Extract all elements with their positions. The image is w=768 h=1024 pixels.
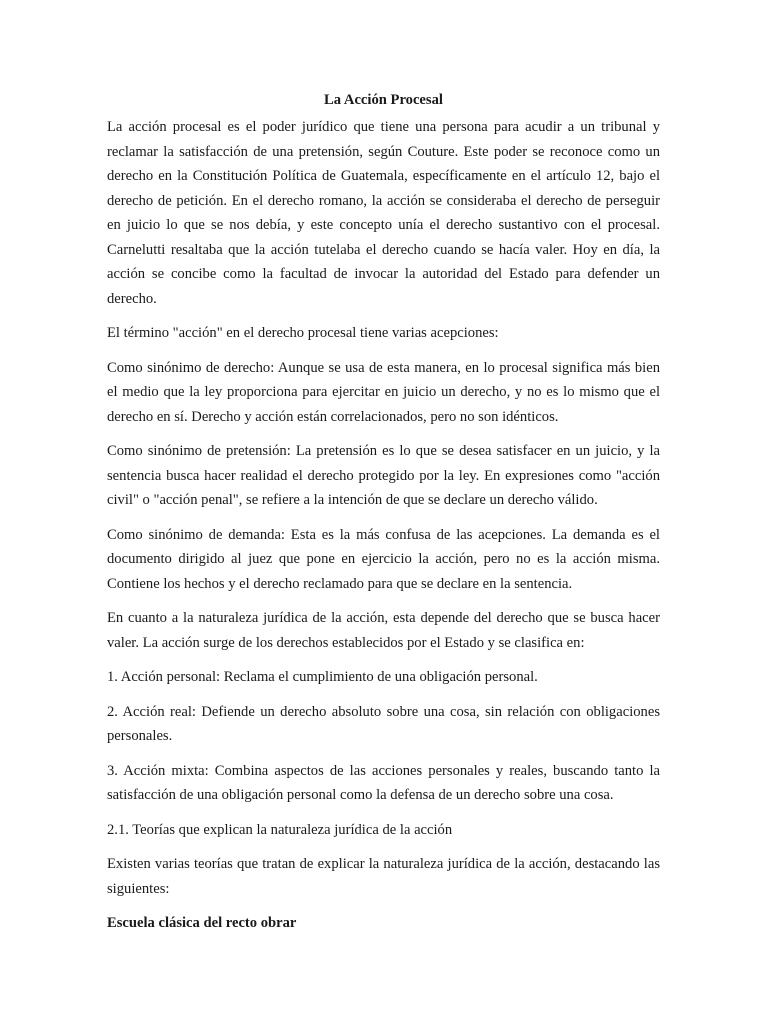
paragraph-synonym-derecho: Como sinónimo de derecho: Aunque se usa de esta manera, en lo procesal significa más bien el medio que la ley proporciona para ejercitar en juicio un derecho, y no es lo mismo que el derecho en sí. Derecho y acción están correlacionados, pero no son idénticos. [107,359,660,425]
paragraph-naturaleza: En cuanto a la naturaleza jurídica de la acción, esta depende del derecho que se busca hacer valer. La acción surge de los derechos establecidos por el Estado y se clasifica en: [107,610,660,651]
section-heading: Escuela clásica del recto obrar [107,915,297,931]
paragraph-synonym-pretension: Como sinónimo de pretensión: La pretensión es lo que se desea satisfacer en un juicio, y la sentencia busca hacer realidad el derecho protegido por la ley. En expresiones como "acción civil" o "acción penal", se refiere a la intención de que se declare un derecho válido. [107,443,660,508]
list-item-accion-real: 2. Acción real: Defiende un derecho absoluto sobre una cosa, sin relación con obligaciones personales. [107,703,660,744]
list-item-accion-personal: 1. Acción personal: Reclama el cumplimiento de una obligación personal. [107,669,538,685]
subsection-title-teorias: 2.1. Teorías que explican la naturaleza jurídica de la acción [107,821,453,838]
list-item-accion-mixta: 3. Acción mixta: Combina aspectos de las acciones personales y reales, buscando tanto la satisfacción de una obligación personal como la defensa de un derecho sobre una cosa. [107,762,660,803]
document-title: La Acción Procesal [324,92,443,108]
paragraph-term-intro: El término "acción" en el derecho procesal tiene varias acepciones: [107,325,499,341]
paragraph-definition: La acción procesal es el poder jurídico que tiene una persona para acudir a un tribunal y reclamar la satisfacción de una pretensión, según Couture. Este poder se reconoce como un derecho en la Constitución Política de Guatemala, específicamente en el artículo 12, bajo el derecho de petición. En el derecho romano, la acción se consideraba el derecho de perseguir en juicio lo que se nos debía, y este concepto unía el derecho sustantivo con el procesal. Carnelutti resaltaba que la acción tutelaba el derecho cuando se hacía valer. Hoy en día, la acción se concibe como la facultad de invocar la autoridad del Estado para defender un derecho. [107,119,660,307]
paragraph-synonym-demanda: Como sinónimo de demanda: Esta es la más confusa de las acepciones. La demanda es el documento dirigido al juez que pone en ejercicio la acción, pero no es la acción misma. Contiene los hechos y el derecho reclamado para que se declare en la sentencia. [107,526,660,592]
paragraph-teorias-intro: Existen varias teorías que tratan de explicar la naturaleza jurídica de la acción, destacando las siguientes: [107,856,660,897]
